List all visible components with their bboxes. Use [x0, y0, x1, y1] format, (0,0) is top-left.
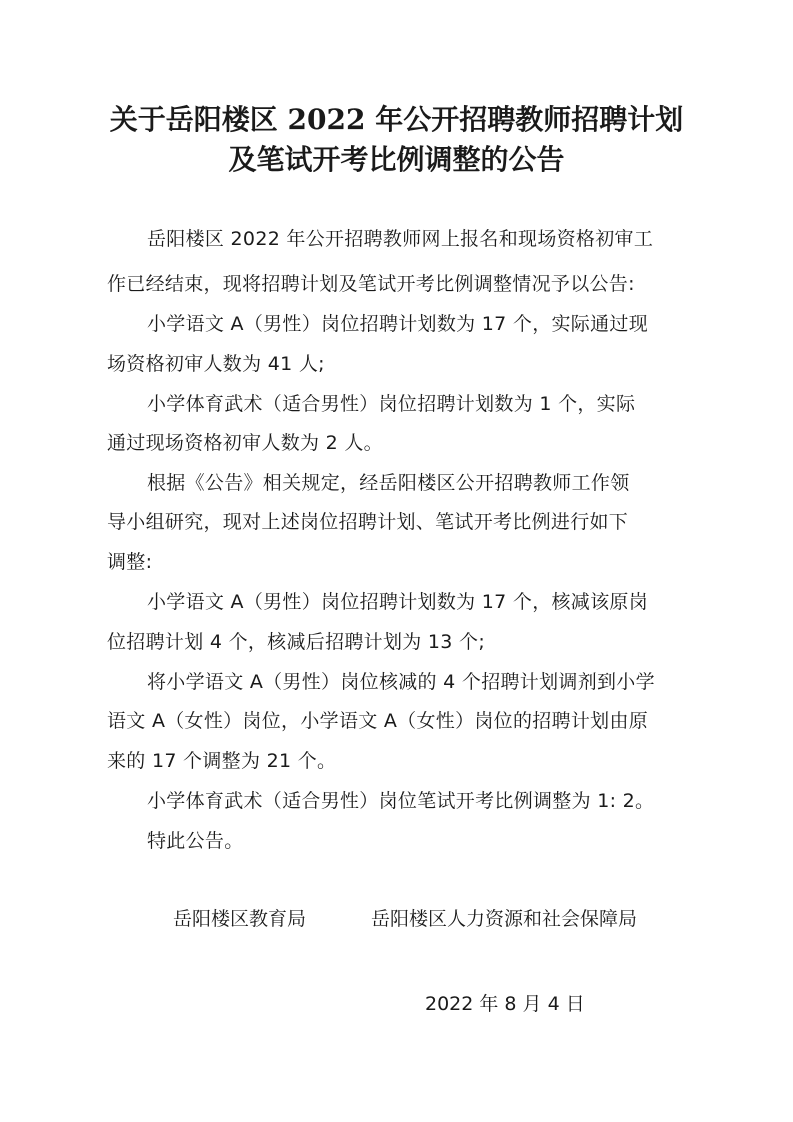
body-line: 小学语文 A（男性）岗位招聘计划数为 17 个，核减该原岗 [147, 591, 648, 613]
signatory-hr-social-security-bureau: 岳阳楼区人力资源和社会保障局 [371, 908, 638, 930]
body-line: 将小学语文 A（男性）岗位核减的 4 个招聘计划调剂到小学 [147, 671, 655, 693]
body-line: 作已经结束，现将招聘计划及笔试开考比例调整情况予以公告: [107, 273, 635, 295]
signatory-education-bureau: 岳阳楼区教育局 [173, 908, 307, 930]
body-line: 根据《公告》相关规定，经岳阳楼区公开招聘教师工作领 [147, 472, 630, 494]
body-line: 小学体育武术（适合男性）岗位笔试开考比例调整为 1: 2。 [147, 790, 655, 812]
body-line: 语文 A（女性）岗位，小学语文 A（女性）岗位的招聘计划由原 [107, 710, 649, 732]
document-title-line-2: 及笔试开考比例调整的公告 [228, 143, 565, 176]
document-title-line-1: 关于岳阳楼区 2022 年公开招聘教师招聘计划 [109, 103, 684, 136]
body-line: 岳阳楼区 2022 年公开招聘教师网上报名和现场资格初审工 [147, 228, 654, 250]
body-line: 场资格初审人数为 41 人; [107, 353, 325, 375]
document-date: 2022 年 8 月 4 日 [425, 993, 585, 1015]
body-line: 通过现场资格初审人数为 2 人。 [107, 432, 383, 454]
body-line: 特此公告。 [147, 830, 244, 852]
body-line: 位招聘计划 4 个，核减后招聘计划为 13 个; [107, 631, 486, 653]
body-line: 小学体育武术（适合男性）岗位招聘计划数为 1 个，实际 [147, 393, 636, 415]
body-line: 小学语文 A（男性）岗位招聘计划数为 17 个，实际通过现 [147, 313, 648, 335]
body-line: 来的 17 个调整为 21 个。 [107, 750, 337, 772]
body-line: 导小组研究，现对上述岗位招聘计划、笔试开考比例进行如下 [107, 511, 629, 533]
body-line: 调整: [107, 551, 153, 573]
